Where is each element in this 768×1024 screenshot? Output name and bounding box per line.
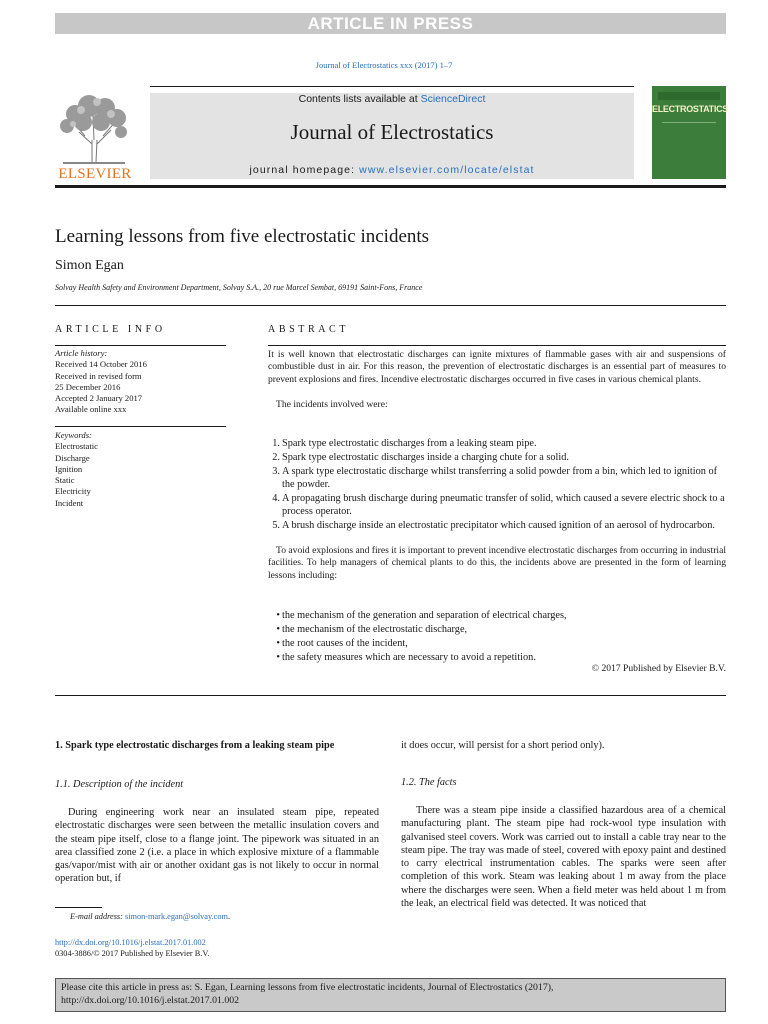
author-name: Simon Egan	[55, 258, 124, 273]
author-email-footnote	[55, 912, 379, 921]
abstract-rule	[268, 345, 726, 346]
keywords	[55, 430, 225, 509]
elsevier-wordmark: ELSEVIER	[58, 166, 132, 182]
abstract-bottom-rule	[55, 695, 726, 696]
keyword: Static	[55, 475, 75, 486]
doi-link[interactable]: http://dx.doi.org/10.1016/j.elstat.2017.01.002	[55, 938, 206, 947]
author-affiliation: Solvay Health Safety and Environment Department, Solvay S.A., 20 rue Marcel Sembat, 69191 Saint-Fons, France	[55, 283, 423, 292]
keywords-rule	[55, 426, 226, 427]
body-paragraph: There was a steam pipe inside a classified hazardous area of a chemical manufacturing plant. The steam pipe had rock-wool type insulation with galvanised steel covers. Work was carried out to install a cable tray near to the steam pipe. The tray was made of steel, covered with epoxy paint and destined to carry electrical instrumentation cables. The sparks were seen after completion of this work. Steam was leaking about 1 m away from the place where the discharges were seen. When a field meter was held about 1 m from the leak, an electrical field was detected. It was noticed that	[401, 805, 726, 910]
email-label: E-mail address:	[70, 912, 125, 921]
abstract-copyright: © 2017 Published by Elsevier B.V.	[591, 663, 726, 674]
issn-line: 0304-3886/© 2017 Published by Elsevier B.V.	[55, 949, 210, 958]
journal-cover-title: ELECTROSTATICS	[652, 104, 728, 114]
sciencedirect-link[interactable]: ScienceDirect	[420, 93, 486, 105]
history-line: 25 December 2016	[55, 381, 121, 392]
keyword: Ignition	[55, 463, 83, 474]
article-history	[55, 348, 225, 416]
bullet-icon: •	[276, 610, 280, 621]
citation-text: Please cite this article in press as: S. Egan, Learning lessons from five electrostatic incidents, Journal of Electrostatics (2017), http://dx.doi.org/10.1016/j.elstat.2017.01.002	[61, 982, 554, 1006]
body-paragraph: During engineering work near an insulated steam pipe, repeated electrostatic discharges were seen between the metallic insulation covers and the steam pipe itself, close to a flange joint. The pipework was situated in an area classified zone 2 (i.e. a place in which explosive mixture of a flammable gas/vapor/mist with air or another oxidant gas is not likely to occur in normal operation but, if	[55, 807, 379, 885]
header-bottom-rule	[55, 185, 726, 188]
keyword: Discharge	[55, 452, 90, 463]
lessons-list: • the mechanism of the generation and separation of electrical charges, • the mechanism of the electrostatic discharge, • the root causes of the incident, • the safety measures which are necessary to avoid a repetition.	[268, 609, 726, 665]
header-top-rule	[150, 86, 634, 87]
title-rule	[55, 305, 726, 306]
contents-prefix: Contents lists available at	[298, 93, 421, 105]
section-1-1-heading: 1.1. Description of the incident	[55, 779, 184, 790]
history-line: Available online xxx	[55, 404, 127, 415]
incident-list: 1. Spark type electrostatic discharges from a leaking steam pipe. 2. Spark type electrostatic discharges inside a charging chute for a solid. 3. A spark type electrostatic discharge whilst transferring a solid powder from a bin, which led to ignition of the powder. 4. A propagating brush discharge during pneumatic transfer of solid, which caused a severe electric shock to a process operator. 5. A brush discharge inside an electrostatic precipitator which caused ignition of an aerosol of hydrocarbon.	[272, 438, 725, 531]
history-line: Received 14 October 2016	[55, 359, 147, 370]
keyword: Electrostatic	[55, 441, 98, 452]
footnote-rule	[55, 907, 102, 908]
article-info-rule	[55, 345, 226, 346]
journal-title: Journal of Electrostatics	[290, 120, 494, 144]
article-info-heading: ARTICLE INFO	[55, 324, 166, 335]
homepage-link[interactable]: www.elsevier.com/locate/elstat	[359, 164, 535, 176]
article-in-press-banner: ARTICLE IN PRESS	[55, 13, 726, 34]
journal-cover-image	[652, 86, 726, 179]
abstract-paragraph: It is well known that electrostatic discharges can ignite mixtures of flammable gases with air and suspensions of combustible dust in air. For this reason, the prevention of electrostatic discharges is an essential part of measures to prevent explosions and fires. Incendive electrostatic discharges occurred in five cases in various chemical plants.	[268, 349, 726, 385]
email-link[interactable]: simon-mark.egan@solvay.com	[125, 912, 228, 921]
section-1-2-heading: 1.2. The facts	[401, 777, 457, 788]
body-paragraph-continued: it does occur, will persist for a short period only).	[401, 740, 605, 751]
bullet-icon: •	[276, 652, 280, 663]
keyword: Incident	[55, 497, 84, 508]
homepage-line	[150, 164, 634, 176]
section-1-heading: 1. Spark type electrostatic discharges from a leaking steam pipe	[55, 740, 335, 751]
bullet-icon: •	[276, 624, 280, 635]
bullet-icon: •	[276, 638, 280, 649]
abstract-paragraph: To avoid explosions and fires it is important to prevent incendive electrostatic discharges from occurring in industrial facilities. To help managers of chemical plants to do this, the incidents above are presented in the form of learning lessons including:	[268, 545, 726, 581]
history-line: Received in revised form	[55, 370, 142, 381]
history-line: Accepted 2 January 2017	[55, 393, 143, 404]
article-title: Learning lessons from five electrostatic incidents	[55, 226, 430, 247]
keywords-label: Keywords:	[55, 430, 92, 440]
keyword: Electricity	[55, 486, 91, 497]
journal-citation-link[interactable]: Journal of Electrostatics xxx (2017) 1–7	[315, 60, 453, 70]
abstract-incidents-intro: The incidents involved were:	[276, 399, 388, 410]
homepage-prefix: journal homepage:	[249, 164, 360, 176]
abstract-heading: ABSTRACT	[268, 324, 350, 335]
email-suffix: .	[227, 912, 231, 921]
history-label: Article history:	[55, 348, 108, 358]
contents-line	[150, 93, 634, 105]
